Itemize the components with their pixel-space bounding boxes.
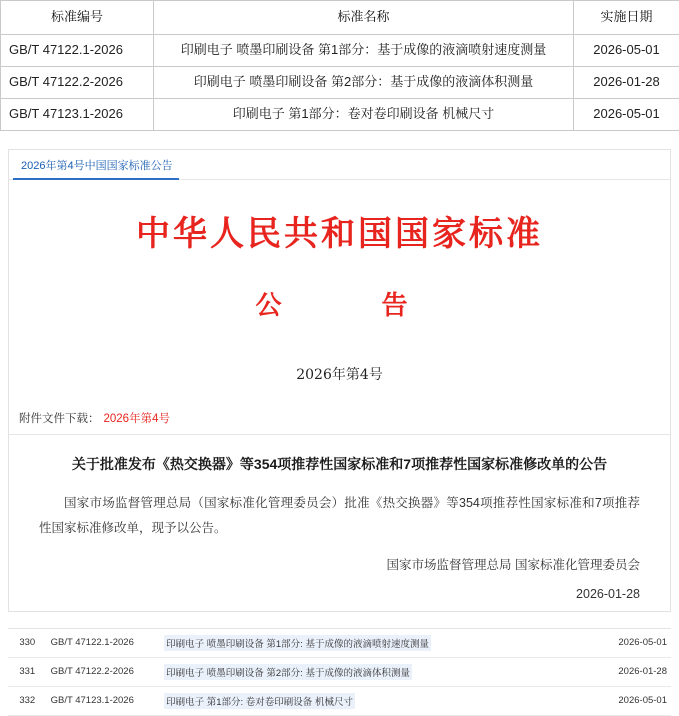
mini-name-text: 印刷电子 喷墨印刷设备 第1部分: 基于成像的液滴喷射速度测量 xyxy=(164,635,431,651)
announcement-tab-bar xyxy=(9,150,670,180)
mini-date: 2026-05-01 xyxy=(592,629,672,658)
announcement-signature: 国家市场监督管理总局 国家标准化管理委员会 xyxy=(39,555,640,573)
cell-standard-name: 印刷电子 喷墨印刷设备 第1部分：基于成像的液滴喷射速度测量 xyxy=(154,35,574,67)
attachment-download-link[interactable]: 2026年第4号 xyxy=(104,413,170,425)
column-header-name: 标准名称 xyxy=(154,1,574,35)
announcement-card xyxy=(8,149,671,612)
cell-standard-name: 印刷电子 喷墨印刷设备 第2部分：基于成像的液滴体积测量 xyxy=(154,66,574,98)
cell-effective-date: 2026-01-28 xyxy=(574,66,679,98)
announcement-subtitle: 公 告 xyxy=(9,285,670,322)
cell-standard-code: GB/T 47123.1-2026 xyxy=(1,98,154,130)
column-header-date: 实施日期 xyxy=(574,1,679,35)
cell-effective-date: 2026-05-01 xyxy=(574,35,679,67)
cell-standard-code: GB/T 47122.1-2026 xyxy=(1,35,154,67)
table-header-row xyxy=(1,1,679,35)
table-row xyxy=(1,66,679,98)
list-item[interactable] xyxy=(8,629,671,658)
announcement-body xyxy=(39,491,640,541)
mini-name[interactable] xyxy=(160,657,591,686)
announcement-number: 2026年第4号 xyxy=(9,364,670,384)
standards-table xyxy=(0,0,679,131)
announcement-body-text: 国家市场监督管理总局（国家标准化管理委员会）批准《热交换器》等354项推荐性国家标准和7项推荐性国家标准修改单，现予以公告。 xyxy=(39,491,640,541)
list-item[interactable] xyxy=(8,657,671,686)
attachment-label: 附件文件下载： xyxy=(19,413,100,425)
mini-date: 2026-01-28 xyxy=(592,657,672,686)
list-item[interactable] xyxy=(8,686,671,715)
table-row xyxy=(1,35,679,67)
mini-date: 2026-05-01 xyxy=(592,686,672,715)
announcement-date: 2026-01-28 xyxy=(39,587,640,601)
cell-standard-name: 印刷电子 第1部分：卷对卷印刷设备 机械尺寸 xyxy=(154,98,574,130)
cell-effective-date: 2026-05-01 xyxy=(574,98,679,130)
column-header-code: 标准编号 xyxy=(1,1,154,35)
mini-name-text: 印刷电子 第1部分: 卷对卷印刷设备 机械尺寸 xyxy=(164,693,355,709)
mini-index: 332 xyxy=(8,686,47,715)
mini-code: GB/T 47122.1-2026 xyxy=(47,629,161,658)
mini-name[interactable] xyxy=(160,686,591,715)
mini-code: GB/T 47122.2-2026 xyxy=(47,657,161,686)
mini-name[interactable] xyxy=(160,629,591,658)
standards-mini-list xyxy=(8,628,671,716)
mini-name-text: 印刷电子 喷墨印刷设备 第2部分: 基于成像的液滴体积测量 xyxy=(164,664,412,680)
mini-index: 330 xyxy=(8,629,47,658)
mini-index: 331 xyxy=(8,657,47,686)
announcement-title: 中华人民共和国国家标准 xyxy=(9,206,670,255)
tab-announcement-2026-no4[interactable]: 2026年第4号中国国家标准公告 xyxy=(13,150,179,180)
table-row xyxy=(1,98,679,130)
mini-code: GB/T 47123.1-2026 xyxy=(47,686,161,715)
attachment-row xyxy=(9,410,670,435)
announcement-heading: 关于批准发布《热交换器》等354项推荐性国家标准和7项推荐性国家标准修改单的公告 xyxy=(37,453,642,475)
cell-standard-code: GB/T 47122.2-2026 xyxy=(1,66,154,98)
mini-list-table xyxy=(8,629,671,716)
